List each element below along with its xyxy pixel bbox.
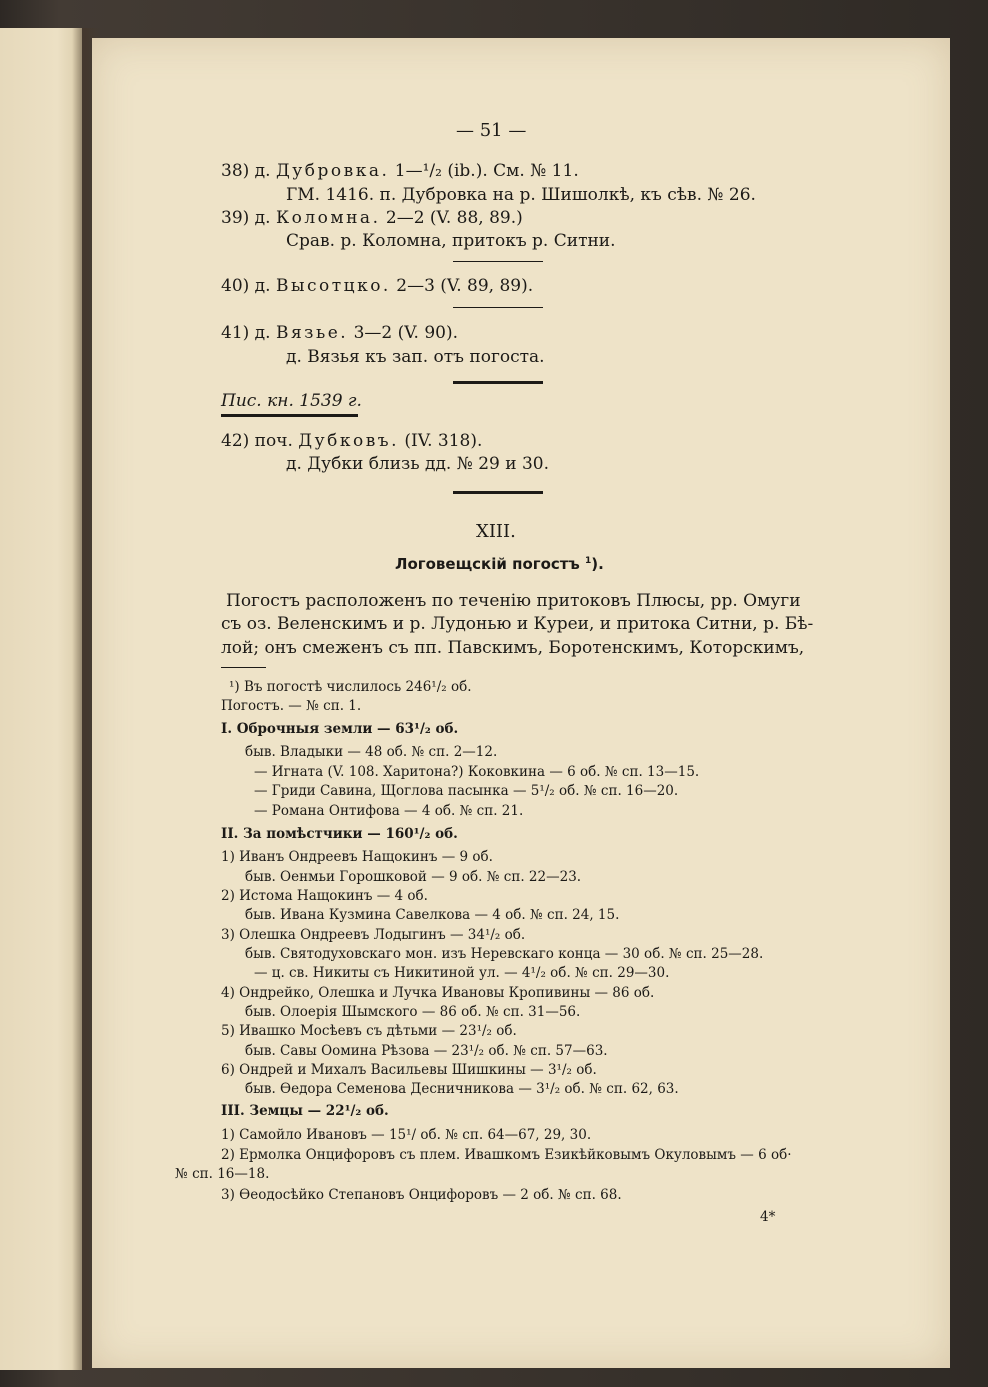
entry-number: 40)	[221, 276, 250, 296]
footnote-line: 3) Өеодосѣйко Степановъ Онцифоровъ — 2 об. № сп. 68.	[221, 1187, 622, 1203]
footnote-line: 1) Иванъ Ондреевъ Нащокинъ — 9 об.	[221, 849, 493, 865]
section-heading-underline	[221, 414, 358, 417]
entry-info: 2—2 (V. 88, 89.)	[385, 208, 523, 228]
separator-rule	[453, 261, 543, 262]
entry-name: Вязье.	[275, 323, 349, 343]
entry-name: Дубровка.	[275, 161, 390, 181]
chapter-title-text: Логовещскій погостъ	[395, 555, 580, 573]
entry-38	[221, 160, 579, 182]
footnote-line: — ц. св. Никиты съ Никитиной ул. — 4¹/₂ об. № сп. 29—30.	[254, 965, 670, 981]
footnote-section-1: I. Оброчныя земли — 63¹/₂ об.	[221, 721, 459, 737]
entry-39	[221, 207, 523, 229]
footnote-line: 2) Ермолка Онцифоровъ съ плем. Ивашкомъ Езикѣйковымъ Окуловымъ — 6 об·	[221, 1147, 792, 1163]
paragraph-line-1: Погостъ расположенъ по теченію притоковъ Плюсы, рр. Омуги	[226, 591, 801, 611]
entry-42	[221, 430, 482, 452]
footnote-section-2: II. За помѣстчики — 160¹/₂ об.	[221, 826, 458, 842]
entry-prefix: поч.	[254, 431, 293, 451]
signature-mark: 4*	[760, 1209, 776, 1225]
page-number: — 51 —	[456, 120, 527, 141]
footnote-line: быв. Святодуховскаго мон. изъ Неревскаго конца — 30 об. № сп. 25—28.	[245, 946, 764, 962]
footnote-line: Погостъ. — № сп. 1.	[221, 698, 362, 714]
section-heading: Пис. кн. 1539 г.	[221, 391, 362, 411]
entry-42-note: д. Дубки близь дд. № 29 и 30.	[286, 454, 550, 474]
footnote-line: — Игната (V. 108. Харитона?) Коковкина — 6 об. № сп. 13—15.	[254, 764, 700, 780]
footnote-line: быв. Ивана Кузмина Савелкова — 4 об. № сп. 24, 15.	[245, 907, 620, 923]
footnote-rule	[221, 667, 266, 668]
entry-info: (IV. 318).	[404, 431, 483, 451]
entry-41-note: д. Вязья къ зап. отъ погоста.	[286, 347, 545, 367]
chapter-numeral: XIII.	[476, 521, 516, 542]
footnote-line: — Романа Онтифова — 4 об. № сп. 21.	[254, 803, 524, 819]
entry-name: Высотцко.	[275, 276, 391, 296]
entry-name: Дубковъ.	[298, 431, 400, 451]
footnote-line: 5) Ивашко Мосѣевъ съ дѣтьми — 23¹/₂ об.	[221, 1023, 517, 1039]
entry-number: 41)	[221, 323, 250, 343]
footnote-1: ¹) Въ погостѣ числилось 246¹/₂ об.	[229, 679, 472, 695]
entry-info: 2—3 (V. 89, 89).	[396, 276, 534, 296]
entry-41	[221, 322, 458, 344]
separator-rule-thick	[453, 491, 543, 494]
footnote-line: быв. Савы Оомина Рѣзова — 23¹/₂ об. № сп. 57—63.	[245, 1043, 608, 1059]
footnote-line: 1) Самойло Ивановъ — 15¹/ об. № сп. 64—67, 29, 30.	[221, 1127, 592, 1143]
entry-prefix: д.	[254, 323, 271, 343]
previous-page-edge	[0, 28, 82, 1370]
entry-number: 39)	[221, 208, 250, 228]
entry-40	[221, 275, 533, 297]
footnote-line: быв. Владыки — 48 об. № сп. 2—12.	[245, 744, 498, 760]
entry-prefix: д.	[254, 208, 271, 228]
entry-number: 42)	[221, 431, 250, 451]
footnote-line: 3) Олешка Ондреевъ Лодыгинъ — 34¹/₂ об.	[221, 927, 526, 943]
footnote-line: 4) Ондрейко, Олешка и Лучка Ивановы Кропивины — 86 об.	[221, 985, 655, 1001]
entry-prefix: д.	[254, 161, 271, 181]
footnote-line: быв. Оенмьи Горошковой — 9 об. № сп. 22—23.	[245, 869, 582, 885]
entry-39-note: Срав. р. Коломна, притокъ р. Ситни.	[286, 231, 616, 251]
entry-name: Коломна.	[275, 208, 381, 228]
paragraph-line-2: съ оз. Веленскимъ и р. Лудонью и Куреи, и притока Ситни, р. Бѣ-	[221, 614, 814, 634]
entry-info: 3—2 (V. 90).	[353, 323, 459, 343]
entry-38-note: ГМ. 1416. п. Дубровка на р. Шишолкѣ, къ сѣв. № 26.	[286, 185, 756, 205]
footnote-line: быв. Өедора Семенова Десничникова — 3¹/₂ об. № сп. 62, 63.	[245, 1081, 679, 1097]
footnote-line: быв. Олоерія Шымского — 86 об. № сп. 31—56.	[245, 1004, 581, 1020]
entry-info: 1—¹/₂ (ib.). См. № 11.	[394, 161, 579, 181]
footnote-line: 6) Ондрей и Михалъ Васильевы Шишкины — 3¹/₂ об.	[221, 1062, 597, 1078]
entry-prefix: д.	[254, 276, 271, 296]
separator-rule	[453, 307, 543, 308]
footnote-section-3: III. Земцы — 22¹/₂ об.	[221, 1103, 389, 1119]
separator-rule-thick	[453, 381, 543, 384]
footnote-line: — Гриди Савина, Щоглова пасынка — 5¹/₂ об. № сп. 16—20.	[254, 783, 679, 799]
chapter-title-end: ).	[591, 555, 604, 573]
paragraph-line-3: лой; онъ смеженъ съ пп. Павскимъ, Боротенскимъ, Которскимъ,	[221, 638, 805, 658]
chapter-title	[395, 553, 604, 575]
entry-number: 38)	[221, 161, 250, 181]
chapter-footnote-mark: 1	[585, 556, 592, 566]
footnote-line: 2) Истома Нащокинъ — 4 об.	[221, 888, 428, 904]
footnote-line: № сп. 16—18.	[175, 1166, 270, 1182]
